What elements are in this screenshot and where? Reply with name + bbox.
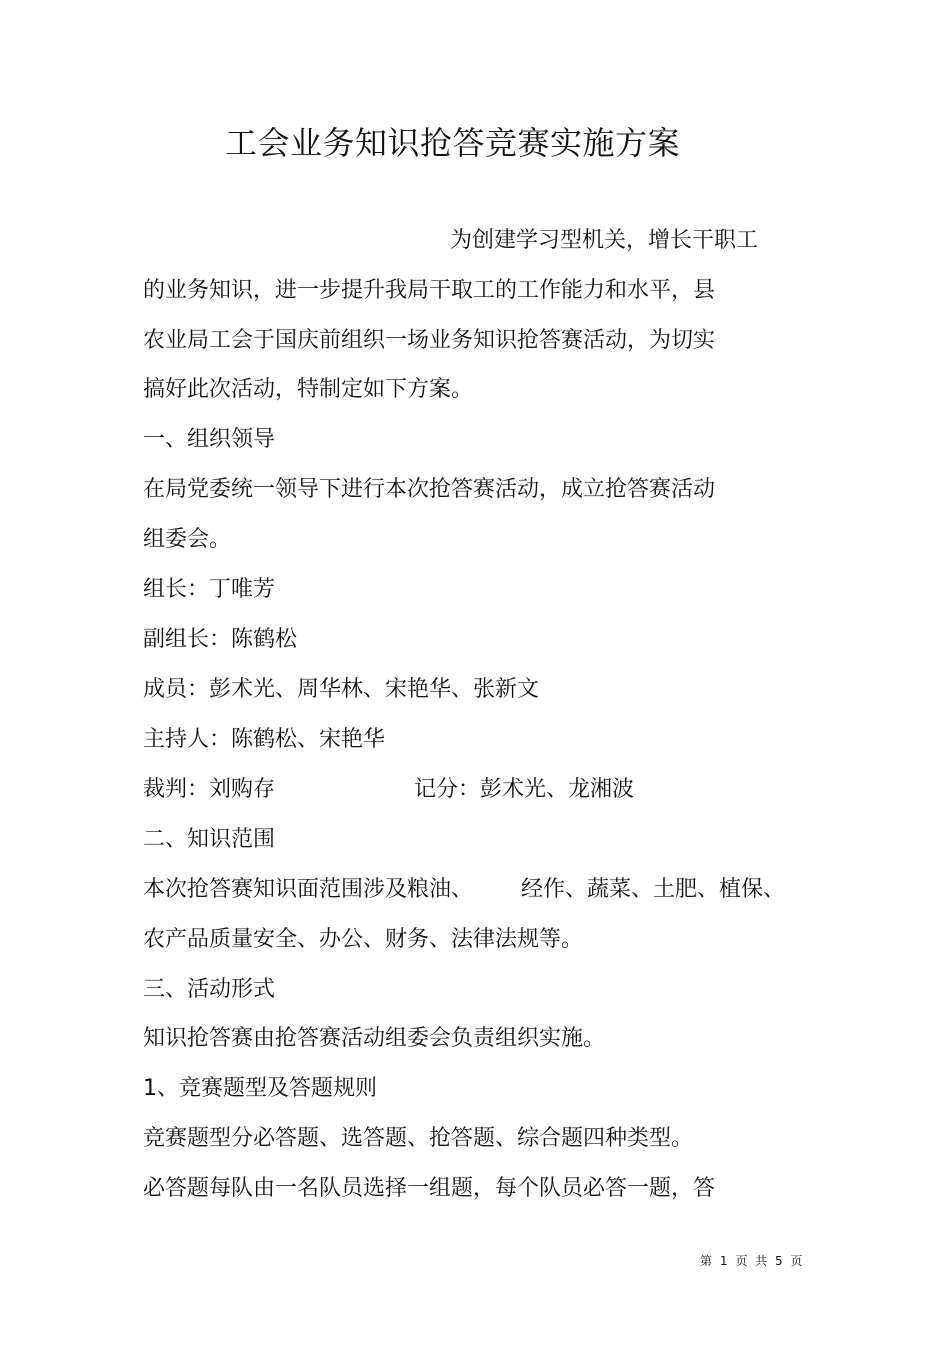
- paragraph-line-7: 本次抢答赛知识面范围涉及粮油、: [143, 877, 474, 902]
- paragraph-line-5: 在局党委统一领导下进行本次抢答赛活动，成立抢答赛活动: [143, 477, 716, 502]
- deputy-leader: 副组长：陈鹤松: [143, 627, 298, 652]
- judge: 裁判：刘购存: [143, 777, 276, 802]
- document-title: 工会业务知识抢答竞赛实施方案: [224, 124, 680, 162]
- footer-prefix: 第: [700, 1254, 715, 1268]
- footer-page-number: 1: [719, 1254, 730, 1268]
- paragraph-line-11: 必答题每队由一名队员选择一组题，每个队员必答一题，答: [143, 1176, 716, 1201]
- footer-page-total: 5: [774, 1254, 785, 1268]
- footer-suffix: 页: [790, 1254, 805, 1268]
- scorekeepers: 记分：彭术光、龙湘波: [414, 777, 635, 802]
- paragraph-line-1: 为创建学习型机关，增长干职工: [450, 228, 759, 253]
- section-heading-organization: 一、组织领导: [143, 427, 276, 452]
- paragraph-line-7-continued: 经作、蔬菜、土肥、植保、: [521, 877, 786, 902]
- paragraph-line-3: 农业局工会于国庆前组织一场业务知识抢答赛活动，为切实: [143, 328, 716, 353]
- hosts: 主持人：陈鹤松、宋艳华: [143, 727, 386, 752]
- paragraph-line-10: 竞赛题型分必答题、选答题、抢答题、综合题四种类型。: [143, 1126, 694, 1151]
- team-leader: 组长：丁唯芳: [143, 577, 276, 602]
- paragraph-line-9: 知识抢答赛由抢答赛活动组委会负责组织实施。: [143, 1026, 606, 1051]
- members: 成员：彭术光、周华林、宋艳华、张新文: [143, 677, 540, 702]
- paragraph-line-4: 搞好此次活动，特制定如下方案。: [143, 377, 474, 402]
- page-footer: [700, 1252, 804, 1269]
- section-heading-activity-format: 三、活动形式: [143, 977, 276, 1002]
- subsection-heading-question-types: 1、竞赛题型及答题规则: [143, 1076, 377, 1101]
- paragraph-line-8: 农产品质量安全、办公、财务、法律法规等。: [143, 927, 584, 952]
- paragraph-line-2: 的业务知识，进一步提升我局干取工的工作能力和水平，县: [143, 278, 716, 303]
- footer-mid: 页 共: [735, 1254, 770, 1268]
- section-heading-knowledge-scope: 二、知识范围: [143, 827, 276, 852]
- paragraph-line-6: 组委会。: [143, 527, 232, 552]
